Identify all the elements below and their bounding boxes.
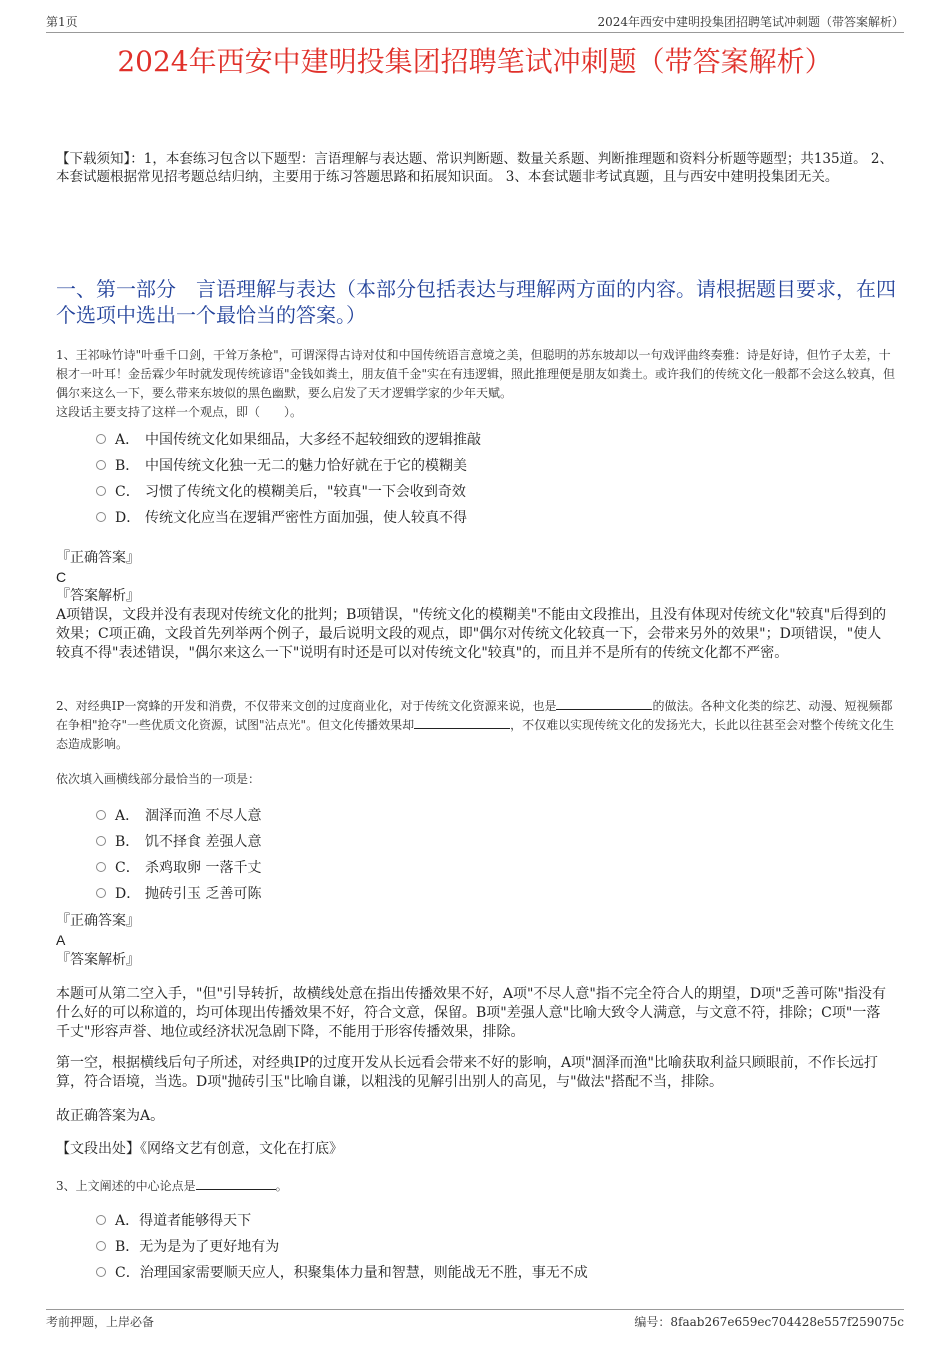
question-3-option-c[interactable]: C．治理国家需要顺天应人，积聚集体力量和智慧，则能战无不胜，事无不成 xyxy=(96,1263,588,1283)
question-1-prompt: 这段话主要支持了这样一个观点，即（ ）。 xyxy=(56,405,303,419)
question-3-option-a[interactable]: A．得道者能够得天下 xyxy=(96,1211,251,1231)
radio-icon[interactable] xyxy=(96,888,106,898)
radio-icon[interactable] xyxy=(96,1267,106,1277)
page-number: 第1页 xyxy=(46,15,78,29)
question-1-option-d[interactable]: D． 传统文化应当在逻辑严密性方面加强，使人较真不得 xyxy=(96,508,467,528)
radio-icon[interactable] xyxy=(96,512,106,522)
radio-icon[interactable] xyxy=(96,1241,106,1251)
question-3-text: 3、上文阐述的中心论点是 。 xyxy=(56,1179,288,1193)
header-doc-title: 2024年西安中建明投集团招聘笔试冲刺题（带答案解析） xyxy=(597,15,904,29)
question-2-text: 2、对经典IP一窝蜂的开发和消费，不仅带来文创的过度商业化，对于传统文化资源来说，也是 的做法。各种文化类的综艺、动漫、短视频都在争相"抢夺"一些优质文化资源，试图"沾点光"。但文化传播效果却 ，不仅难以实现传统文化的发扬光大，长此以往甚至会对整个传统文化生态造成影响。 xyxy=(56,699,895,751)
question-1-option-b[interactable]: B． 中国传统文化独一无二的魅力恰好就在于它的模糊美 xyxy=(96,456,467,476)
page-header xyxy=(46,13,904,33)
answer-blank-1[interactable] xyxy=(556,697,652,710)
download-notice: 【下载须知】：1，本套练习包含以下题型：言语理解与表达题、常识判断题、数量关系题、判断推理题和资料分析题等题型；共135道。 2、本套试题根据常见招考题总结归纳，主要用于练习答题思路和拓展知识面。 3、本套试题非考试真题，且与西安中建明投集团无关。 xyxy=(56,151,893,185)
question-2-analysis-label: 『答案解析』 xyxy=(56,952,140,968)
header-divider xyxy=(46,32,904,33)
question-2-option-d[interactable]: D． 抛砖引玉 乏善可陈 xyxy=(96,884,261,904)
radio-icon[interactable] xyxy=(96,836,106,846)
question-2-answer: A xyxy=(56,932,66,948)
radio-icon[interactable] xyxy=(96,486,106,496)
question-2-conclusion: 故正确答案为A。 xyxy=(56,1108,165,1124)
question-2-source: 【文段出处】《网络文艺有创意，文化在打底》 xyxy=(56,1141,343,1157)
question-1-answer-label: 『正确答案』 xyxy=(56,550,140,566)
question-1-option-a[interactable]: A． 中国传统文化如果细品，大多经不起较细致的逻辑推敲 xyxy=(96,430,481,450)
question-2-prompt: 依次填入画横线部分最恰当的一项是： xyxy=(56,772,261,786)
answer-blank-2[interactable] xyxy=(414,716,510,729)
question-1-analysis-label: 『答案解析』 xyxy=(56,588,140,604)
question-2-answer-label: 『正确答案』 xyxy=(56,913,140,929)
question-1-answer: C xyxy=(56,569,67,585)
section-heading: 一、第一部分 言语理解与表达（本部分包括表达与理解两方面的内容。请根据题目要求，在四个选项中选出一个最恰当的答案。） xyxy=(56,277,896,327)
question-1-text: 1、王祁咏竹诗"叶垂千口剑，干耸万条枪"，可谓深得古诗对仗和中国传统语言意境之美，但聪明的苏东坡却以一句戏评曲终奏雅：诗是好诗，但竹子太差，十根才一叶耳！金岳霖少年时就发现传统谚语"金钱如粪土，朋友值千金"实在有违逻辑，照此推理便是朋友如粪土。或许我们的传统文化一般都不会这么较真，但偶尔来这么一下，要么带来东坡似的黑色幽默，要么启发了天才逻辑学家的少年天赋。 xyxy=(56,348,896,400)
radio-icon[interactable] xyxy=(96,1215,106,1225)
question-2-analysis-paragraph-1: 本题可从第二空入手，"但"引导转折，故横线处意在指出传播效果不好，A项"不尽人意"指不完全符合人的期望，D项"乏善可陈"指没有什么好的可以称道的，均可体现出传播效果不好，符合文意，保留。B项"差强人意"比喻大致令人满意，与文意不符，排除；C项"一落千丈"形容声誉、地位或经济状况急剧下降，不能用于形容传播效果，排除。 xyxy=(56,986,886,1040)
question-2-option-c[interactable]: C． 杀鸡取卵 一落千丈 xyxy=(96,858,261,878)
question-1-analysis: A项错误，文段并没有表现对传统文化的批判；B项错误，"传统文化的模糊美"不能由文段推出，且没有体现对传统文化"较真"后得到的效果；C项正确，文段首先列举两个例子，最后说明文段的观点，即"偶尔对传统文化较真一下，会带来另外的效果"；D项错误，"使人较真不得"表述错误，"偶尔来这么一下"说明有时还是可以对传统文化"较真"的，而且并不是所有的传统文化都不严密。 xyxy=(56,607,887,661)
question-2-option-b[interactable]: B． 饥不择食 差强人意 xyxy=(96,832,261,852)
radio-icon[interactable] xyxy=(96,460,106,470)
document-title: 2024年西安中建明投集团招聘笔试冲刺题（带答案解析） xyxy=(117,45,833,78)
radio-icon[interactable] xyxy=(96,434,106,444)
question-1-option-c[interactable]: C． 习惯了传统文化的模糊美后，"较真"一下会收到奇效 xyxy=(96,482,466,502)
question-2-option-a[interactable]: A． 涸泽而渔 不尽人意 xyxy=(96,806,261,826)
radio-icon[interactable] xyxy=(96,810,106,820)
document-id: 编号：8faab267e659ec704428e557f259075c xyxy=(634,1315,904,1329)
footer-slogan: 考前押题，上岸必备 xyxy=(46,1315,155,1329)
answer-blank[interactable] xyxy=(196,1177,276,1190)
footer-divider xyxy=(46,1309,904,1310)
question-3-option-b[interactable]: B．无为是为了更好地有为 xyxy=(96,1237,279,1257)
question-2-analysis-paragraph-2: 第一空，根据横线后句子所述，对经典IP的过度开发从长远看会带来不好的影响，A项"涸泽而渔"比喻获取利益只顾眼前，不作长远打算，符合语境，当选。D项"抛砖引玉"比喻自谦，以粗浅的见解引出别人的高见，与"做法"搭配不当，排除。 xyxy=(56,1055,878,1090)
radio-icon[interactable] xyxy=(96,862,106,872)
